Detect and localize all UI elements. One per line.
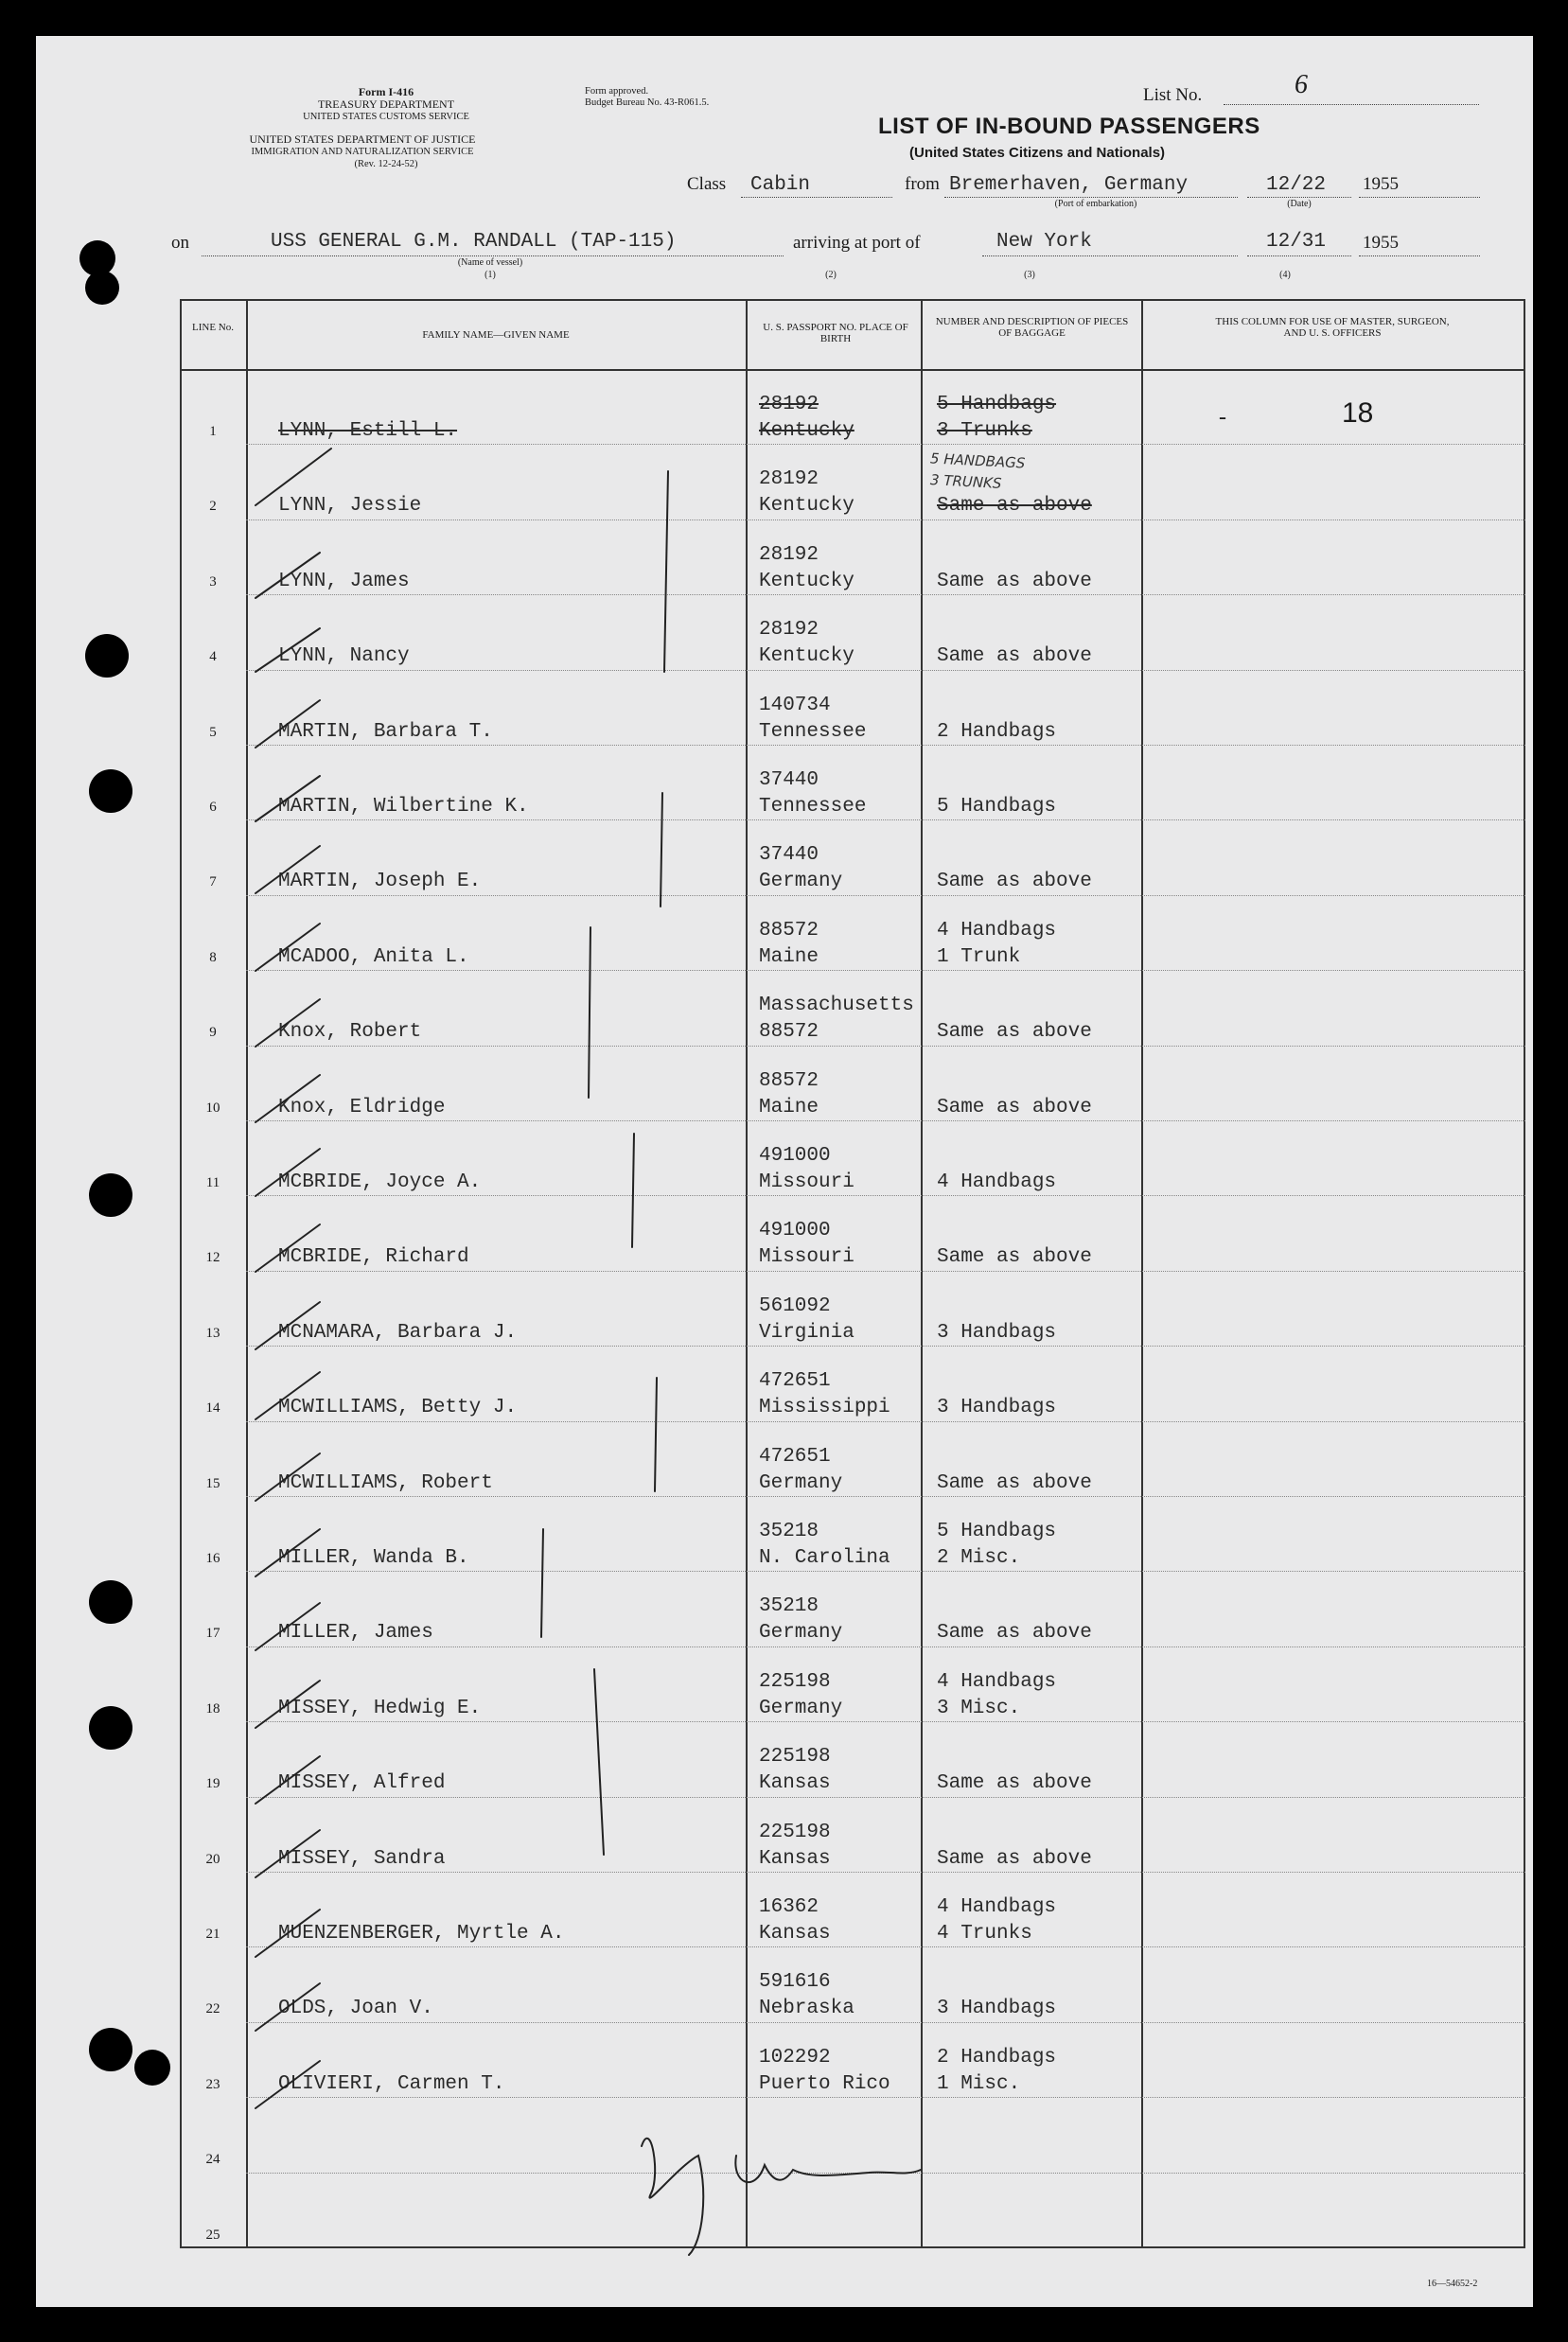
- passport-number: 28192: [759, 543, 819, 566]
- ins-service: IMMIGRATION AND NATURALIZATION SERVICE: [251, 147, 474, 157]
- place-of-birth: Maine: [759, 1096, 819, 1118]
- col-header-passport: U. S. PASSPORT NO. PLACE OF BIRTH: [763, 322, 908, 344]
- col-ref-1: (1): [484, 270, 496, 280]
- treasury-dept: TREASURY DEPARTMENT: [317, 97, 455, 111]
- check-mark: [255, 1149, 320, 1196]
- page-subtitle: (United States Citizens and Nationals): [909, 145, 1166, 161]
- bracket-mcadoo: [589, 927, 590, 1098]
- baggage-line-2: Same as above: [937, 1847, 1092, 1870]
- passport-number: 37440: [759, 769, 819, 791]
- print-code: 16—54652-2: [1427, 2279, 1478, 2289]
- baggage-line-1: 4 Handbags: [937, 1896, 1057, 1918]
- place-of-birth: Kentucky: [759, 645, 854, 668]
- list-no-value: 6: [1295, 70, 1308, 99]
- place-of-birth: Germany: [759, 1697, 843, 1719]
- arriving-label: arriving at port of: [793, 233, 921, 253]
- departure-date: 12/22: [1266, 174, 1327, 196]
- passport-number: 35218: [759, 1595, 819, 1618]
- baggage-line-2: Same as above: [937, 1096, 1092, 1118]
- place-of-birth: Kentucky: [759, 495, 854, 518]
- line-number: 17: [205, 1626, 220, 1642]
- check-mark: [255, 449, 331, 505]
- class-value: Cabin: [750, 174, 811, 196]
- baggage-line-2: Same as above: [937, 1021, 1092, 1044]
- passport-number: 28192: [759, 394, 819, 415]
- baggage-line-1: 5 Handbags: [937, 394, 1057, 415]
- from-value: Bremerhaven, Germany: [949, 174, 1189, 196]
- col-ref-4: (4): [1279, 270, 1291, 280]
- line-number: 21: [205, 1927, 220, 1942]
- handwritten-baggage-2: 3 TRUNKS: [929, 471, 1002, 492]
- col-header-name: FAMILY NAME—GIVEN NAME: [422, 329, 570, 341]
- form-number: Form I-416: [358, 85, 414, 98]
- on-label: on: [171, 233, 189, 253]
- check-mark: [255, 924, 320, 971]
- vessel-caption: (Name of vessel): [457, 257, 523, 268]
- line-number: 20: [205, 1851, 220, 1867]
- passport-number: 28192: [759, 468, 819, 491]
- passenger-name: MARTIN, Joseph E.: [278, 871, 482, 893]
- place-of-birth: Germany: [759, 1622, 843, 1645]
- arrival-port: New York: [996, 231, 1092, 253]
- check-mark: [255, 1756, 320, 1804]
- check-mark: [255, 1983, 320, 2031]
- place-of-birth: Missouri: [759, 1246, 854, 1269]
- place-of-birth: Germany: [759, 1471, 843, 1494]
- place-of-birth: Nebraska: [759, 1998, 854, 2020]
- check-mark: [255, 999, 320, 1047]
- passenger-name: MISSEY, Hedwig E.: [278, 1697, 482, 1719]
- customs-service: UNITED STATES CUSTOMS SERVICE: [303, 112, 469, 122]
- bracket-mcwilliams: [655, 1378, 657, 1491]
- place-of-birth: Puerto Rico: [759, 2072, 890, 2095]
- bracket-missey: [594, 1669, 604, 1855]
- bracket-martin: [661, 793, 662, 907]
- passport-number: 472651: [759, 1445, 831, 1468]
- place-of-birth: Kansas: [759, 1923, 831, 1945]
- baggage-line-2: 4 Trunks: [937, 1923, 1032, 1945]
- place-of-birth: Germany: [759, 871, 843, 893]
- baggage-line-2: 2 Misc.: [937, 1547, 1021, 1569]
- check-mark: [255, 1910, 320, 1957]
- revision-date: (Rev. 12-24-52): [354, 159, 418, 169]
- line-number: 11: [205, 1175, 220, 1190]
- passport-number: 491000: [759, 1220, 831, 1242]
- place-of-birth: Tennessee: [759, 796, 867, 818]
- passenger-name: LYNN, James: [278, 570, 410, 592]
- baggage-line-2: 5 Handbags: [937, 796, 1057, 818]
- col-ref-3: (3): [1024, 270, 1035, 280]
- passenger-name: Knox, Eldridge: [278, 1096, 446, 1118]
- check-mark: [255, 1830, 320, 1877]
- budget-bureau: Budget Bureau No. 43-R061.5.: [585, 97, 710, 108]
- passport-number: 225198: [759, 1821, 831, 1843]
- baggage-line-2: 3 Trunks: [937, 420, 1032, 442]
- passenger-name: MISSEY, Alfred: [278, 1772, 446, 1795]
- place-of-birth: Kansas: [759, 1847, 831, 1870]
- line-number: 25: [205, 2227, 220, 2243]
- baggage-line-2: 1 Trunk: [937, 945, 1021, 968]
- passenger-name: LYNN, Estill L.: [278, 420, 458, 442]
- passenger-name: MILLER, Wanda B.: [278, 1547, 469, 1569]
- passport-number: 472651: [759, 1370, 831, 1393]
- passenger-name: MCBRIDE, Richard: [278, 1246, 469, 1269]
- col-header-line: LINE No.: [192, 322, 234, 333]
- passenger-name: MCNAMARA, Barbara J.: [278, 1321, 518, 1344]
- departure-year: 1955: [1363, 174, 1399, 194]
- passport-number: 140734: [759, 694, 831, 716]
- handwritten-baggage-1: 5 HANDBAGS: [929, 449, 1026, 472]
- place-of-birth: Mississippi: [759, 1397, 890, 1419]
- page-title: LIST OF IN-BOUND PASSENGERS: [878, 114, 1260, 139]
- passenger-name: MILLER, James: [278, 1622, 433, 1645]
- check-mark: [255, 776, 320, 821]
- from-caption: (Port of embarkation): [1054, 199, 1137, 209]
- line-number: 10: [205, 1100, 220, 1116]
- baggage-line-2: Same as above: [937, 645, 1092, 668]
- check-mark: [255, 846, 320, 893]
- check-mark: [255, 1372, 320, 1419]
- manifest-page: [36, 36, 1533, 2307]
- baggage-line-1: 5 Handbags: [937, 1521, 1057, 1542]
- line-number: 14: [205, 1400, 220, 1417]
- passenger-name: MARTIN, Barbara T.: [278, 720, 493, 743]
- check-mark: [255, 553, 320, 598]
- baggage-line-2: Same as above: [937, 1471, 1092, 1494]
- baggage-line-2: 3 Misc.: [937, 1697, 1021, 1719]
- class-label: Class: [687, 174, 727, 194]
- justice-dept: UNITED STATES DEPARTMENT OF JUSTICE: [249, 132, 476, 146]
- baggage-line-2: Same as above: [937, 1622, 1092, 1645]
- baggage-line-2: 1 Misc.: [937, 2072, 1021, 2095]
- passport-number: 28192: [759, 619, 819, 642]
- place-of-birth: 88572: [759, 1021, 819, 1044]
- form-approved: Form approved.: [585, 86, 649, 97]
- line-number: 7: [209, 874, 217, 890]
- line-number: 3: [209, 573, 217, 590]
- baggage-line-1: 4 Handbags: [937, 919, 1057, 942]
- line-number: 1: [209, 424, 217, 439]
- passenger-name: LYNN, Nancy: [278, 645, 410, 668]
- line-number: 15: [205, 1475, 220, 1491]
- baggage-line-2: 4 Handbags: [937, 1171, 1057, 1193]
- check-mark: [255, 1302, 320, 1349]
- line-number: 6: [209, 800, 217, 815]
- passport-number: 35218: [759, 1521, 819, 1542]
- passenger-name: OLDS, Joan V.: [278, 1998, 433, 2020]
- passport-number: 88572: [759, 1069, 819, 1092]
- passenger-name: LYNN, Jessie: [278, 495, 422, 518]
- baggage-line-2: Same as above: [937, 1772, 1092, 1795]
- check-mark: [255, 1681, 320, 1728]
- passport-number: 561092: [759, 1294, 831, 1317]
- line-number: 13: [205, 1325, 220, 1341]
- check-mark: [255, 2061, 320, 2108]
- vessel-name: USS GENERAL G.M. RANDALL (TAP-115): [271, 231, 677, 253]
- baggage-line-2: Same as above: [937, 570, 1092, 592]
- line-number: 9: [209, 1025, 217, 1041]
- place-of-birth: Kentucky: [759, 420, 854, 442]
- passenger-name: Knox, Robert: [278, 1021, 422, 1044]
- signature: [642, 2139, 921, 2255]
- baggage-line-1: 4 Handbags: [937, 1670, 1057, 1693]
- check-mark: [255, 700, 320, 748]
- passport-number: 491000: [759, 1145, 831, 1167]
- hand-markings: [36, 36, 1533, 2307]
- passenger-name: MCADOO, Anita L.: [278, 945, 469, 968]
- date-caption: (Date): [1287, 199, 1312, 209]
- officer-count: 18: [1342, 397, 1374, 429]
- place-of-birth: N. Carolina: [759, 1547, 890, 1569]
- check-mark: [255, 1603, 320, 1650]
- passenger-name: MUENZENBERGER, Myrtle A.: [278, 1923, 565, 1945]
- passenger-name: MCBRIDE, Joyce A.: [278, 1171, 482, 1193]
- baggage-line-2: 2 Handbags: [937, 720, 1057, 743]
- line-number: 23: [205, 2076, 220, 2092]
- place-of-birth: Maine: [759, 945, 819, 968]
- line-number: 12: [205, 1250, 220, 1266]
- passport-number: 16362: [759, 1896, 819, 1918]
- check-mark: [255, 628, 320, 672]
- arrival-date: 12/31: [1266, 231, 1327, 253]
- place-of-birth: Tennessee: [759, 720, 867, 743]
- baggage-line-2: Same as above: [937, 1246, 1092, 1269]
- place-of-birth: Kansas: [759, 1772, 831, 1795]
- baggage-line-2: 3 Handbags: [937, 1998, 1057, 2020]
- passport-number: 102292: [759, 2046, 831, 2069]
- check-mark: [255, 1529, 320, 1576]
- bracket-lynn: [664, 471, 668, 672]
- line-number: 5: [209, 724, 217, 740]
- baggage-line-1: 2 Handbags: [937, 2046, 1057, 2069]
- col-header-officers: THIS COLUMN FOR USE OF MASTER, SURGEON, AND U. S. OFFICERS: [1215, 316, 1450, 339]
- line-number: 19: [205, 1776, 220, 1792]
- passenger-name: MARTIN, Wilbertine K.: [278, 796, 529, 818]
- passport-number: 225198: [759, 1746, 831, 1769]
- check-mark: [255, 1224, 320, 1272]
- passenger-name: OLIVIERI, Carmen T.: [278, 2072, 505, 2095]
- line-number: 16: [205, 1551, 220, 1566]
- from-label: from: [905, 174, 940, 194]
- list-no-label: List No.: [1143, 85, 1203, 105]
- baggage-line-2: Same as above: [937, 495, 1092, 518]
- line-number: 22: [205, 2001, 220, 2017]
- line-number: 18: [205, 1700, 220, 1717]
- place-of-birth: Missouri: [759, 1171, 854, 1193]
- baggage-line-2: 3 Handbags: [937, 1321, 1057, 1344]
- passport-number: 591616: [759, 1971, 831, 1994]
- col-ref-2: (2): [825, 270, 837, 280]
- passenger-name: MISSEY, Sandra: [278, 1847, 446, 1870]
- passenger-name: MCWILLIAMS, Betty J.: [278, 1397, 518, 1419]
- line-number: 8: [209, 949, 217, 965]
- col-header-baggage: NUMBER AND DESCRIPTION OF PIECES OF BAGGAGE: [935, 316, 1129, 339]
- baggage-line-2: 3 Handbags: [937, 1397, 1057, 1419]
- bracket-miller: [541, 1529, 543, 1637]
- place-of-birth: Virginia: [759, 1321, 854, 1344]
- check-mark: [255, 1453, 320, 1501]
- place-of-birth: Kentucky: [759, 570, 854, 592]
- line-number: 4: [209, 649, 217, 665]
- passport-number: 88572: [759, 919, 819, 942]
- officer-dash: -: [1219, 405, 1226, 430]
- passport-number: Massachusetts: [759, 995, 914, 1017]
- check-mark: [255, 1075, 320, 1122]
- bracket-mcbride: [632, 1134, 634, 1247]
- line-number: 2: [209, 499, 217, 515]
- arrival-year: 1955: [1363, 233, 1399, 253]
- passport-number: 225198: [759, 1670, 831, 1693]
- passport-number: 37440: [759, 844, 819, 867]
- baggage-line-2: Same as above: [937, 871, 1092, 893]
- passenger-name: MCWILLIAMS, Robert: [278, 1471, 493, 1494]
- line-number: 24: [205, 2152, 220, 2168]
